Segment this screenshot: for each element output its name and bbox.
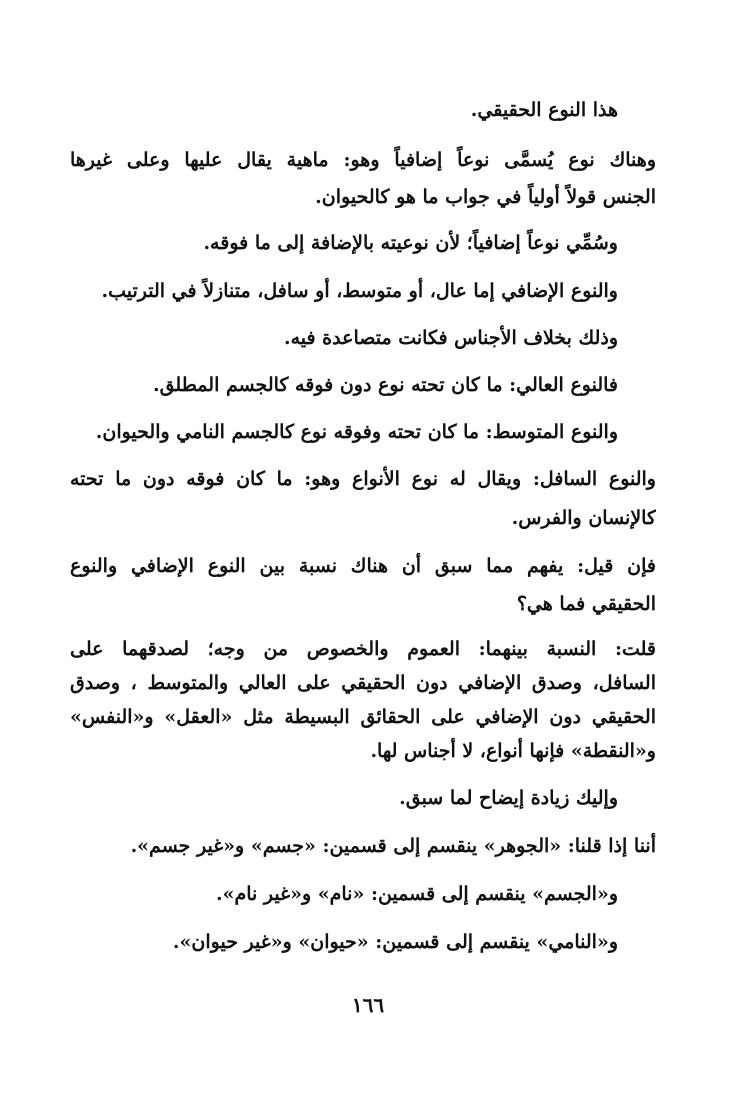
page-number: ١٦٦ [351, 993, 385, 1017]
text-line: فإن قيل: يفهم مما سبق أن هناك نسبة بين النوع الإضافي والنوع [70, 555, 656, 577]
text-line: هذا النوع الحقيقي. [470, 99, 618, 121]
text-line: فالنوع العالي: ما كان تحته نوع دون فوقه كالجسم المطلق. [152, 374, 618, 396]
text-line: أننا إذا قلنا: «الجوهر» ينقسم إلى قسمين: «جسم» و«غير جسم». [130, 835, 656, 857]
text-line: قلت: النسبة بينهما: العموم والخصوص من وجه؛ لصدقهما على [70, 638, 656, 660]
text-line: و«الجسم» ينقسم إلى قسمين: «نام» و«غير نام». [215, 883, 618, 905]
text-line: الحقيقي دون الإضافي على الحقائق البسيطة مثل «العقل» و«النفس» [70, 706, 656, 728]
text-line: وإليك زيادة إيضاح لما سبق. [399, 787, 618, 809]
text-line: وسُمِّي نوعاً إضافياً؛ لأن نوعيته بالإضافة إلى ما فوقه. [203, 232, 618, 254]
text-line: السافل، وصدق الإضافي دون الحقيقي على العالي والمتوسط ، وصدق [70, 672, 656, 694]
text-line: كالإنسان والفرس. [511, 507, 656, 529]
text-line: و«النامي» ينقسم إلى قسمين: «حيوان» و«غير حيوان». [172, 931, 618, 953]
text-line: وهناك نوع يُسمَّى نوعاً إضافياً وهو: ماهية يقال عليها وعلى غيرها [70, 149, 656, 171]
text-line: والنوع المتوسط: ما كان تحته وفوقه نوع كالجسم النامي والحيوان. [95, 421, 618, 443]
text-line: الحقيقي فما هي؟ [516, 593, 656, 615]
text-line: والنوع السافل: ويقال له نوع الأنواع وهو: ما كان فوقه دون ما تحته [70, 468, 656, 490]
text-line: الجنس قولاً أولياً في جواب ما هو كالحيوان. [315, 186, 656, 208]
text-line: وذلك بخلاف الأجناس فكانت متصاعدة فيه. [283, 327, 618, 349]
text-line: و«النقطة» فإنها أنواع، لا أجناس لها. [370, 740, 656, 762]
text-line: والنوع الإضافي إما عال، أو متوسط، أو سافل، متنازلاً في الترتيب. [101, 280, 618, 302]
